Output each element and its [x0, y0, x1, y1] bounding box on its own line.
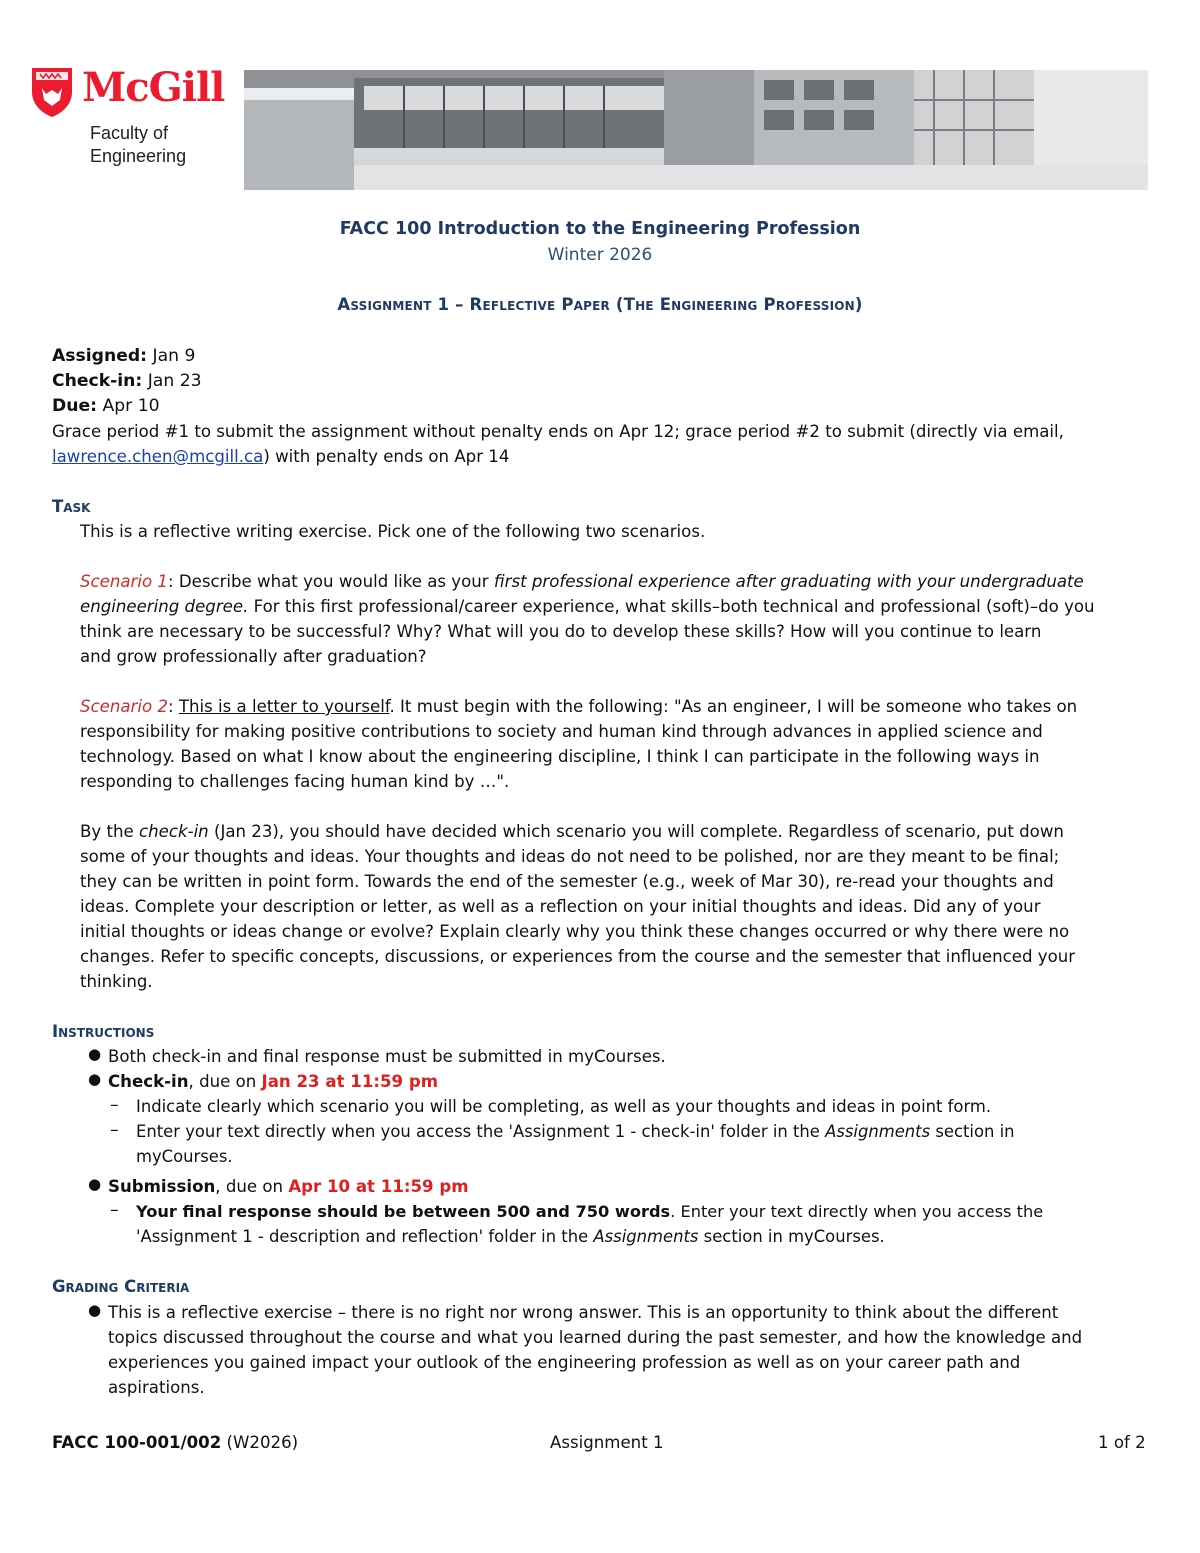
task-heading: Task — [52, 497, 91, 516]
checkin-paragraph-line-2: some of your thoughts and ideas. Your thoughts and ideas do not need to be polished, nor are they meant to be final; — [80, 847, 1060, 866]
faculty-name: Faculty of Engineering — [90, 123, 187, 166]
checkin-paragraph-line-6: changes. Refer to specific concepts, discussions, or experiences from the course and the semester that influenced your — [80, 947, 1076, 966]
instruction-checkin: Check-in, due on Jan 23 at 11:59 pm — [108, 1072, 439, 1091]
due-line: Due: Apr 10 — [52, 396, 160, 416]
grace-period-text-2: lawrence.chen@mcgill.ca) with penalty ends on Apr 14 — [52, 447, 510, 466]
scenario-2-line-4: responding to challenges facing human kind by …". — [80, 772, 510, 791]
scenario-2-line-3: technology. Based on what I know about the engineering discipline, I think I can participate in the following ways in — [80, 747, 1040, 766]
grading-line-1: This is a reflective exercise – there is no right nor wrong answer. This is an opportunity to think about the different — [108, 1303, 1059, 1322]
scenario-1-line-3: think are necessary to be successful? Why? What will you do to develop these skills? How will you continue to learn — [80, 622, 1042, 641]
instructions-heading: Instructions — [52, 1022, 155, 1041]
mcgill-logo — [30, 66, 242, 116]
checkin-paragraph-line-3: they can be written in point form. Towards the end of the semester (e.g., week of Mar 30), re-read your thoughts and — [80, 872, 1054, 891]
bullet-icon: ● — [88, 1045, 102, 1063]
task-intro: This is a reflective writing exercise. Pick one of the following two scenarios. — [80, 522, 706, 541]
page-number: 1 of 2 — [1098, 1433, 1146, 1452]
bullet-icon: ● — [88, 1070, 102, 1088]
instruction-submission-sub-2: 'Assignment 1 - description and reflection' folder in the Assignments section in myCourses. — [136, 1227, 885, 1246]
dash-icon: – — [110, 1120, 119, 1140]
scenario-2-line-2: responsibility for making positive contributions to society and human kind through advances in applied science and — [80, 722, 1043, 741]
instruction-submission: Submission, due on Apr 10 at 11:59 pm — [108, 1177, 469, 1196]
dash-icon: – — [110, 1200, 119, 1220]
mcgill-wordmark: McGill — [82, 64, 225, 111]
scenario-2-line-1: Scenario 2: This is a letter to yourself. It must begin with the following: "As an engineer, I will be someone who takes on — [80, 697, 1078, 716]
footer-course: FACC 100-001/002 (W2026) — [52, 1433, 299, 1452]
bullet-icon: ● — [88, 1301, 102, 1319]
instruction-checkin-sub-1: Indicate clearly which scenario you will be completing, as well as your thoughts and ideas in point form. — [136, 1097, 992, 1116]
dash-icon: – — [110, 1095, 119, 1115]
assigned-line: Assigned: Jan 9 — [52, 346, 196, 366]
grading-line-2: topics discussed throughout the course and what you learned during the past semester, and how the knowledge and — [108, 1328, 1083, 1347]
instruction-checkin-sub-2: Enter your text directly when you access the 'Assignment 1 - check-in' folder in the Assignments section in — [136, 1122, 1015, 1141]
instruction-submit-note: Both check-in and final response must be submitted in myCourses. — [108, 1047, 666, 1066]
checkin-paragraph-line-7: thinking. — [80, 972, 153, 991]
grading-heading: Grading Criteria — [52, 1277, 190, 1296]
instruction-checkin-sub-2-cont: myCourses. — [136, 1147, 233, 1166]
grading-line-4: aspirations. — [108, 1378, 205, 1397]
checkin-line: Check-in: Jan 23 — [52, 371, 202, 391]
scenario-1-line-2: engineering degree. For this first professional/career experience, what skills–both technical and professional (soft)–do you — [80, 597, 1095, 616]
bullet-icon: ● — [88, 1175, 102, 1193]
email-link[interactable]: lawrence.chen@mcgill.ca — [52, 447, 264, 466]
instruction-submission-sub-1: Your final response should be between 500 and 750 words. Enter your text directly when you access the — [136, 1202, 1044, 1221]
scenario-1-line-1: Scenario 1: Describe what you would like as your first professional experience after graduating with your undergraduate — [80, 572, 1084, 591]
scenario-1-line-4: and grow professionally after graduation? — [80, 647, 427, 666]
grace-period-text: Grace period #1 to submit the assignment without penalty ends on Apr 12; grace period #2 to submit (directly via email, — [52, 422, 1064, 441]
mcgill-crest-icon — [30, 66, 74, 118]
grading-line-3: experiences you gained impact your outlook of the engineering profession as well as on your career path and — [108, 1353, 1021, 1372]
footer-title: Assignment 1 — [550, 1433, 664, 1452]
checkin-paragraph-line-5: initial thoughts or ideas change or evolve? Explain clearly why you think these changes occurred or why there were no — [80, 922, 1070, 941]
assignment-title: Assignment 1 – Reflective Paper (The Engineering Profession) — [337, 295, 863, 314]
term-label: Winter 2026 — [547, 245, 653, 265]
banner-photo — [244, 70, 1148, 190]
course-title: FACC 100 Introduction to the Engineering Profession — [339, 219, 861, 239]
checkin-paragraph-line-4: ideas. Complete your description or letter, as well as a reflection on your initial thoughts and ideas. Did any of your — [80, 897, 1041, 916]
checkin-paragraph-line-1: By the check-in (Jan 23), you should have decided which scenario you will complete. Regardless of scenario, put down — [80, 822, 1064, 841]
